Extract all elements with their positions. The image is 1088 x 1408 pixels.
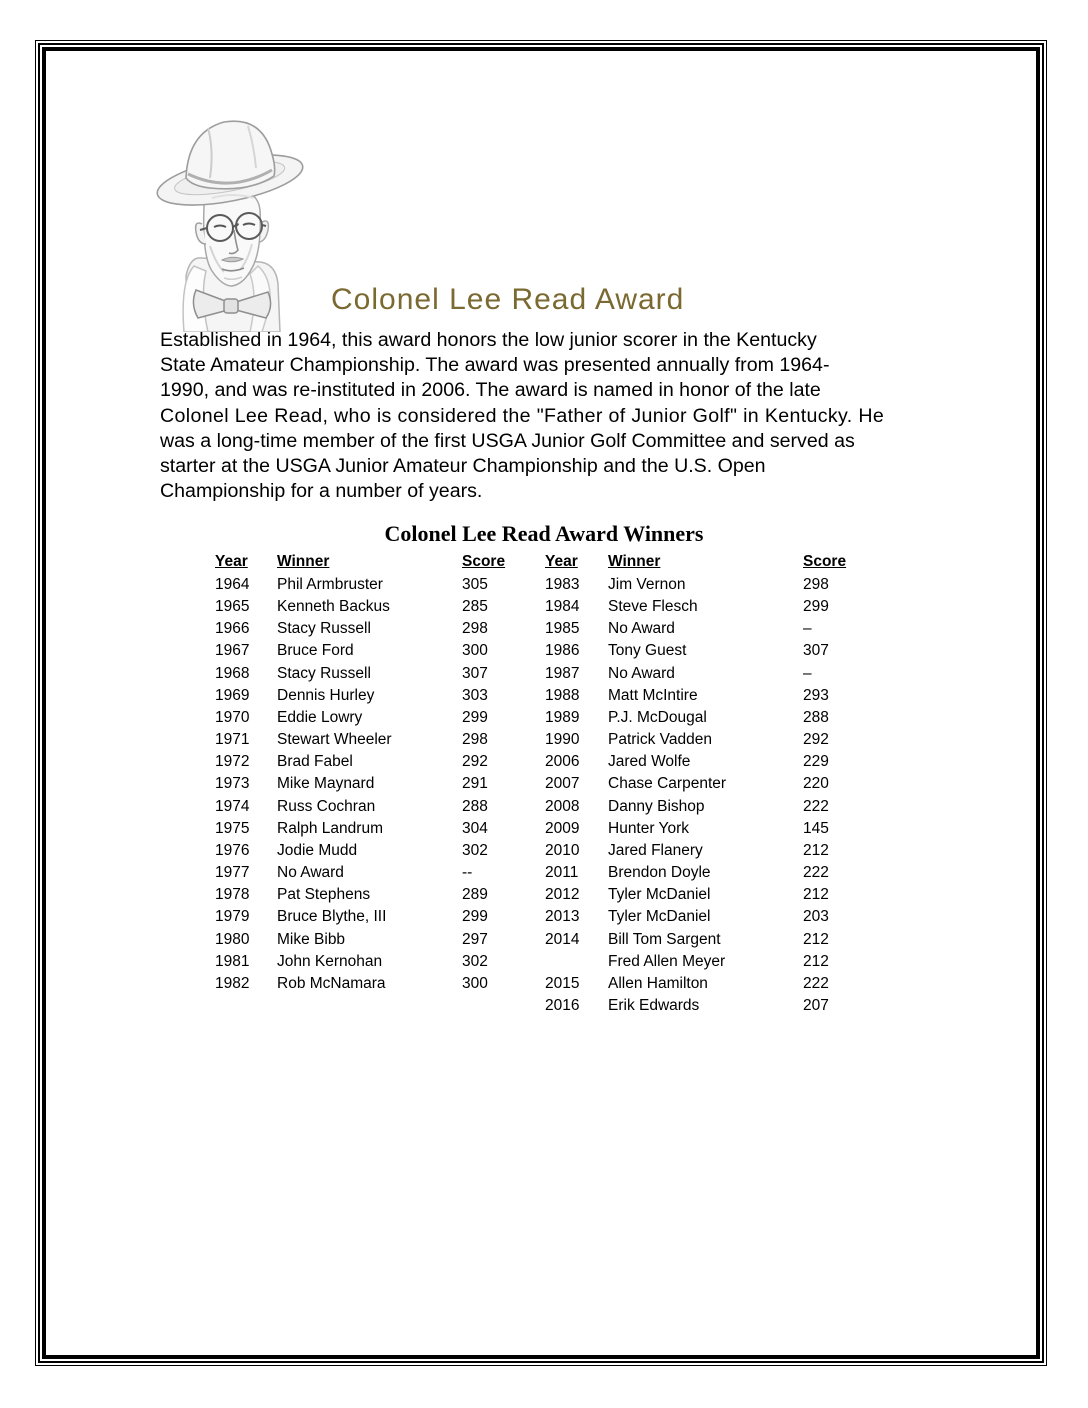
year-cell: 1969 [215,686,250,704]
score-cell: 291 [462,775,488,793]
score-cell: 222 [803,974,829,992]
year-cell: 1979 [215,908,250,926]
table-row [215,884,880,906]
intro-paragraph [160,328,960,504]
score-column-header: Score [462,553,506,570]
year-cell: 1964 [215,576,250,593]
score-cell: 289 [462,886,488,904]
year-cell: 1985 [545,620,580,638]
winner-cell: Bruce Ford [277,642,354,660]
year-cell: 2016 [545,996,580,1014]
year-cell: 2012 [545,886,580,904]
table-row [215,773,880,795]
year-cell: 2008 [545,797,580,815]
score-cell: – [803,664,812,682]
winner-cell: Eddie Lowry [277,708,363,726]
colonel-lee-read-portrait-image [150,106,312,332]
intro-line: Colonel Lee Read, who is considered the "Father of Junior Golf" in Kentucky. He [160,404,885,427]
score-cell: 207 [803,996,829,1014]
year-cell: 1986 [545,642,580,660]
winner-cell: Jared Wolfe [608,753,691,771]
year-cell: 2015 [545,974,580,992]
intro-line: 1990, and was re-instituted in 2006. The award is named in honor of the late [160,379,821,402]
winners-table-body [215,574,880,1017]
table-row [215,707,880,729]
winner-cell: Erik Edwards [608,996,700,1014]
year-cell: 1981 [215,952,250,970]
winners-table-header [215,551,880,574]
winner-cell: Ralph Landrum [277,819,383,837]
score-cell: 303 [462,686,488,704]
score-cell: 299 [803,598,829,616]
score-cell: 292 [462,753,488,771]
year-cell: 2007 [545,775,580,793]
year-cell: 1987 [545,664,580,682]
score-cell: 288 [803,708,829,726]
year-cell: 1968 [215,664,250,682]
intro-line: Established in 1964, this award honors the low junior scorer in the Kentucky [160,329,817,351]
table-row [215,618,880,640]
score-cell: 307 [462,664,488,682]
year-cell: 2011 [545,864,579,882]
winner-cell: Jodie Mudd [277,841,358,859]
winner-cell: Patrick Vadden [608,731,712,749]
year-cell: 1972 [215,753,250,771]
score-cell: 307 [803,642,829,660]
table-row [215,973,880,995]
winner-cell: Stewart Wheeler [277,731,392,749]
year-cell: 1965 [215,598,250,616]
year-cell: 1976 [215,841,250,859]
score-cell: 229 [803,753,829,771]
score-cell: 305 [462,576,488,593]
winners-table-title: Colonel Lee Read Award Winners [384,521,704,546]
header-row [215,551,880,574]
table-row [215,596,880,618]
score-cell: 222 [803,864,829,882]
winner-cell: Brad Fabel [277,753,353,771]
winner-column-header: Winner [608,553,661,570]
year-cell: 2009 [545,819,580,837]
year-cell: 1977 [215,864,250,882]
intro-line: Championship for a number of years. [160,480,483,503]
intro-line: State Amateur Championship. The award was presented annually from 1964- [160,354,830,377]
score-cell: 302 [462,841,488,859]
winner-cell: Matt McIntire [608,686,698,704]
winner-cell: Danny Bishop [608,797,705,815]
score-cell: 288 [462,797,488,815]
table-row [215,663,880,685]
score-cell: 298 [462,620,488,638]
table-row [215,640,880,662]
year-cell: 2010 [545,841,580,859]
winner-cell: Steve Flesch [608,598,698,616]
winner-cell: Bill Tom Sargent [608,930,721,948]
table-row [215,906,880,928]
winner-cell: Tyler McDaniel [608,908,711,926]
winner-cell: No Award [608,620,675,638]
winner-cell: Jared Flanery [608,841,703,859]
intro-line: starter at the USGA Junior Amateur Championship and the U.S. Open [160,455,766,478]
winner-cell: Russ Cochran [277,797,376,815]
score-cell: 222 [803,797,829,815]
score-cell: 220 [803,775,829,793]
score-cell: 212 [803,886,829,904]
table-row [215,818,880,840]
year-cell [545,951,608,973]
score-cell: 212 [803,841,829,859]
portrait-sketch-icon [150,106,312,332]
year-cell: 1971 [215,731,250,749]
table-row [215,995,880,1017]
score-cell: 299 [462,708,488,726]
winner-cell: John Kernohan [277,952,383,970]
intro-line: was a long-time member of the first USGA Junior Golf Committee and served as [160,429,855,452]
score-cell: – [803,620,812,638]
score-cell: 292 [803,731,829,749]
winner-cell: No Award [608,664,675,682]
year-cell: 2013 [545,908,580,926]
winner-cell: Pat Stephens [277,886,371,904]
winner-cell: Dennis Hurley [277,686,375,704]
year-column-header: Year [545,553,578,570]
table-row [215,929,880,951]
table-row [215,685,880,707]
year-cell: 1988 [545,686,580,704]
year-cell: 1982 [215,974,250,992]
winner-cell: Allen Hamilton [608,974,708,992]
score-cell: 304 [462,819,488,837]
winner-cell: No Award [277,864,344,882]
table-row [215,862,880,884]
score-cell: 302 [462,952,488,970]
score-cell: 212 [803,952,829,970]
winner-cell: Mike Bibb [277,930,346,948]
score-cell: 293 [803,686,829,704]
year-cell: 1989 [545,708,580,726]
winner-cell: Hunter York [608,819,689,837]
winner-cell: Phil Armbruster [277,576,383,593]
page-title: Colonel Lee Read Award [331,283,685,316]
year-cell: 1978 [215,886,250,904]
score-cell: 285 [462,598,488,616]
year-cell: 1967 [215,642,250,660]
score-cell: 297 [462,930,488,948]
winner-cell: Stacy Russell [277,664,371,682]
year-cell: 1973 [215,775,250,793]
table-row [215,574,880,596]
score-cell: 300 [462,642,488,660]
winner-cell: Kenneth Backus [277,598,390,616]
score-cell: 203 [803,908,829,926]
year-cell: 1990 [545,731,580,749]
winner-cell: Bruce Blythe, III [277,908,387,926]
table-row [215,729,880,751]
table-row [215,951,880,973]
winner-cell: Jim Vernon [608,576,686,593]
table-row [215,796,880,818]
score-cell: 212 [803,930,829,948]
table-row [215,751,880,773]
score-column-header: Score [803,553,847,570]
winner-cell [277,995,462,1017]
winner-cell: Rob McNamara [277,974,386,992]
score-cell: 145 [803,819,829,837]
year-cell: 1984 [545,598,580,616]
winner-cell: Tyler McDaniel [608,886,711,904]
year-cell: 2014 [545,930,580,948]
year-cell: 1975 [215,819,250,837]
winner-cell: Fred Allen Meyer [608,952,726,970]
score-cell: 300 [462,974,488,992]
winner-cell: Chase Carpenter [608,775,727,793]
winner-cell: Tony Guest [608,642,687,660]
score-cell: 298 [803,576,829,593]
score-cell [462,995,545,1017]
score-cell: -- [462,864,473,882]
year-cell: 1970 [215,708,250,726]
score-cell: 298 [462,731,488,749]
year-column-header: Year [215,553,248,570]
table-row [215,840,880,862]
winner-column-header: Winner [277,553,330,570]
year-cell: 2006 [545,753,580,771]
winners-table [215,551,880,1017]
winner-cell: P.J. McDougal [608,708,707,726]
winner-cell: Mike Maynard [277,775,375,793]
year-cell: 1980 [215,930,250,948]
year-cell [215,995,277,1017]
winner-cell: Stacy Russell [277,620,371,638]
score-cell: 299 [462,908,488,926]
year-cell: 1974 [215,797,250,815]
year-cell: 1966 [215,620,250,638]
winner-cell: Brendon Doyle [608,864,711,882]
year-cell: 1983 [545,576,580,593]
